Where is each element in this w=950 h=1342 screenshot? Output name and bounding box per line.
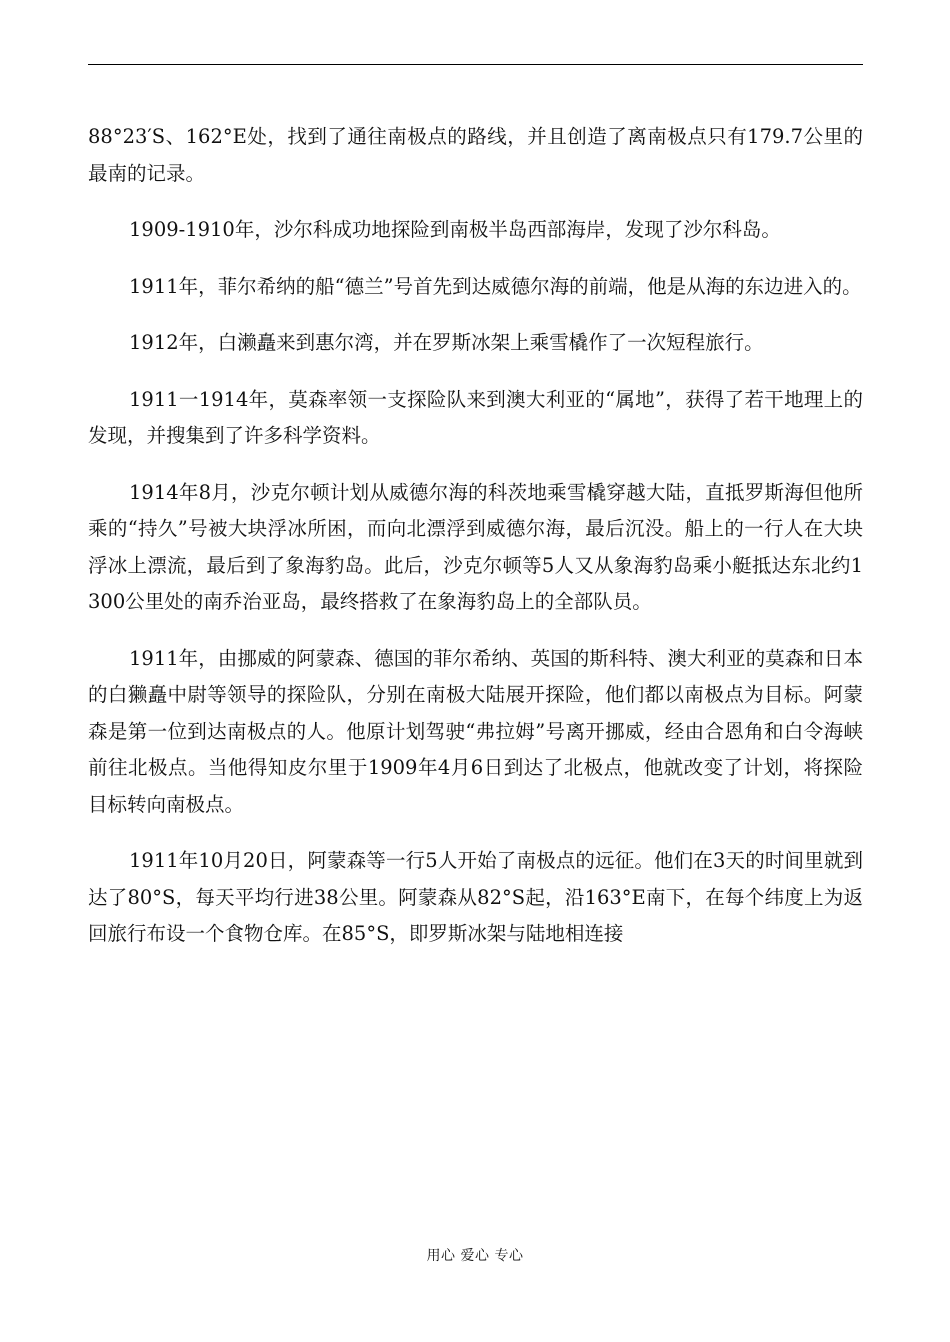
paragraph-1911-filchner: 1911年，菲尔希纳的船“德兰”号首先到达威德尔海的前端，他是从海的东边进入的。 xyxy=(129,274,862,298)
document-body xyxy=(88,119,863,953)
paragraph-1911-1914: 1911一1914年，莫森率领一支探险队来到澳大利亚的“属地”，获得了若干地理上的发现，并搜集到了许多科学资料。 xyxy=(88,387,863,447)
page-footer: 用心 爱心 专心 xyxy=(426,1248,524,1264)
paragraph-continuation: 88°23′S、162°E处，找到了通往南极点的路线，并且创造了离南极点只有179.7公里的最南的记录。 xyxy=(88,125,863,185)
paragraph-1911-expeditions: 1911年，由挪威的阿蒙森、德国的菲尔希纳、英国的斯科特、澳大利亚的莫森和日本的白獭矗中尉等领导的探险队，分别在南极大陆展开探险，他们都以南极点为目标。阿蒙森是第一位到达南极点的人。他原计划驾驶“弗拉姆”号离开挪威，经由合恩角和白令海峡前往北极点。当他得知皮尔里于1909年4月6日到达了北极点，他就改变了计划，将探险目标转向南极点。 xyxy=(88,646,863,816)
paragraph-1911-amundsen: 1911年10月20日，阿蒙森等一行5人开始了南极点的远征。他们在3天的时间里就到达了80°S，每天平均行进38公里。阿蒙森从82°S起，沿163°E南下，在每个纬度上为返回旅行布设一个食物仓库。在85°S，即罗斯冰架与陆地相连接 xyxy=(88,849,863,945)
paragraph-1912: 1912年，白濑矗来到惠尔湾，并在罗斯冰架上乘雪橇作了一次短程旅行。 xyxy=(129,331,764,354)
header-rule xyxy=(88,64,863,65)
paragraph-1909-1910: 1909-1910年，沙尔科成功地探险到南极半岛西部海岸，发现了沙尔科岛。 xyxy=(129,218,781,241)
paragraph-1914-shackleton: 1914年8月，沙克尔顿计划从威德尔海的科茨地乘雪橇穿越大陆，直抵罗斯海但他所乘的“持久”号被大块浮冰所困，而向北漂浮到威德尔海，最后沉没。船上的一行人在大块浮冰上漂流，最后到了象海豹岛。此后，沙克尔顿等5人又从象海豹岛乘小艇抵达东北约1300公里处的南乔治亚岛，最终搭救了在象海豹岛上的全部队员。 xyxy=(88,480,863,613)
